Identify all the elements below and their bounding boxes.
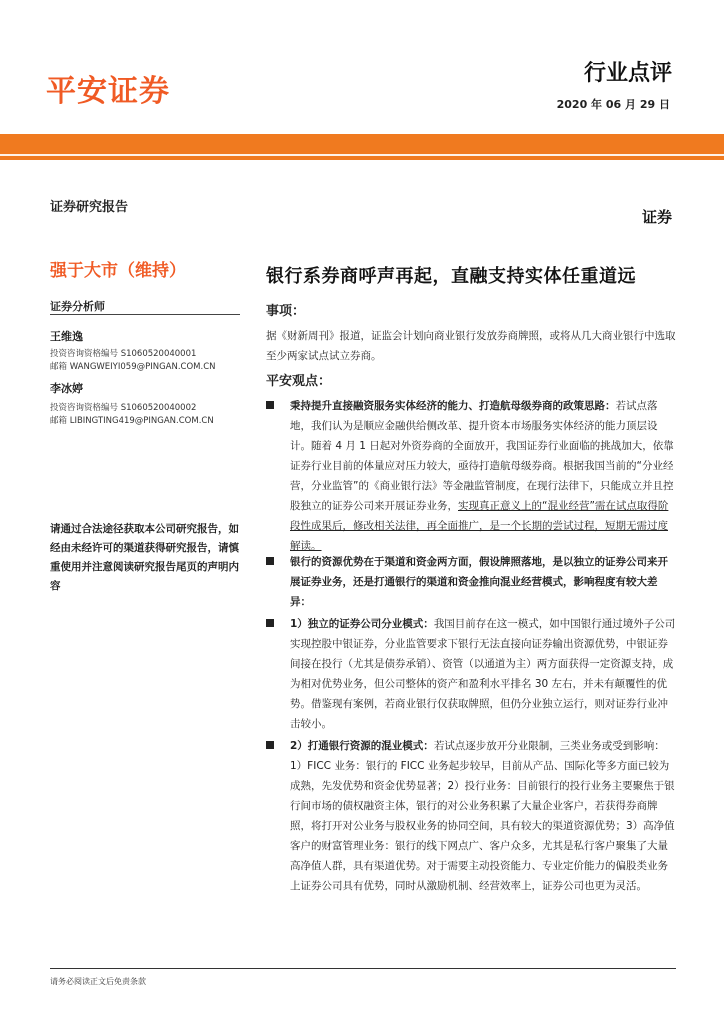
- event-text: 据《财新周刊》报道，证监会计划向商业银行发放券商牌照，或将从几大商业银行中选取至少两家试点试立券商。: [266, 330, 676, 362]
- analyst-cert: 投资咨询资格编号 S1060520040002: [50, 403, 197, 413]
- legal-notice: 请通过合法途径获取本公司研究报告，如经由未经许可的渠道获得研究报告，请慎重使用并注意阅读研究报告尾页的声明内容: [50, 523, 239, 592]
- sidebar: [50, 196, 240, 215]
- bullet-text: [290, 614, 676, 734]
- bullet-body: 若试点落地，我们认为是顺应金融供给侧改革、提升资本市场服务实体经济的能力顶层设计。随着 4 月 1 日起对外资券商的全面放开，我国证券行业面临的挑战加大，依靠证券行业目前的体量应对压力较大，亟待打造航母级券商。根据我国当前的“分业经营，分业监管”的《商业银行法》等金融监管制度，在现行法律下，只能成立并且控股独立的证券公司来开展证券业务，: [290, 400, 674, 512]
- bullet-lead: 银行的资源优势在于渠道和资金两方面，假设牌照落地，是以独立的证券公司来开展证券业务，还是打通银行的渠道和资金推向混业经营模式，影响程度有较大差异：: [290, 556, 668, 608]
- footer-disclaimer: 请务必阅读正文后免责条款: [50, 977, 146, 986]
- event-heading: 事项：: [266, 304, 306, 319]
- analyst-cert: 投资咨询资格编号 S1060520040001: [50, 349, 197, 359]
- bullet-text: [290, 552, 676, 612]
- report-title: 银行系券商呼声再起，直融支持实体任重道远: [266, 266, 636, 287]
- bullet-body: 我国目前存在这一模式，如中国银行通过境外子公司实现控股中银证券，分业监管要求下银行无法直接向证券输出资源优势，中银证券间接在投行（尤其是债券承销）、资管（以通道为主）两方面获得一定资源支持，成为相对优势业务，但公司整体的资产和盈利水平排名 30 左右，并未有颠覆性的优势。借鉴现有案例，若商业银行仅获取牌照，但仍分业独立运行，则对证券行业冲击较小。: [290, 618, 676, 730]
- bullet-square-icon: [266, 557, 274, 565]
- header-band: [0, 134, 724, 160]
- analyst-name: 王维逸: [50, 330, 83, 343]
- footer-divider: [50, 968, 676, 969]
- bullet-square-icon: [266, 401, 274, 409]
- band-line: [0, 154, 724, 156]
- bullet-lead: 秉持提升直接融资服务实体经济的能力、打造航母级券商的政策思路：: [290, 400, 616, 412]
- analyst-heading: 证券分析师: [50, 300, 105, 313]
- view-heading: 平安观点：: [266, 374, 332, 389]
- bullet-body: 若试点逐步放开分业限制，三类业务或受到影响：1）FICC 业务：银行的 FICC 业务起步较早，目前从产品、国际化等多方面已较为成熟，先发优势和资金优势显著；2）投行业务：目前银行的投行业务主要聚焦于银行间市场的债权融资主体，银行的对公业务积累了大量企业客户，若获得券商牌照，将打开对公业务与股权业务的协同空间，具有较大的渠道资源优势；3）高净值客户的财富管理业务：银行的线下网点广、客户众多，尤其是私行客户聚集了大量高净值人群，具有渠道优势。对于需要主动投资能力、专业定价能力的偏股类业务上证券公司具有优势，同时从激励机制、经营效率上，证券公司也更为灵活。: [290, 740, 675, 892]
- analyst-email: 邮箱 WANGWEIYI059@PINGAN.COM.CN: [50, 362, 216, 372]
- bullet-lead: 1）独立的证券公司分业模式：: [290, 618, 434, 630]
- analyst-name: 李冰婷: [50, 382, 83, 395]
- analyst-email: 邮箱 LIBINGTING419@PINGAN.COM.CN: [50, 416, 214, 426]
- report-type: 行业点评: [583, 61, 672, 86]
- bullet-square-icon: [266, 619, 274, 627]
- company-logo: 平安证券: [46, 74, 170, 109]
- sidebar-divider: [50, 314, 240, 315]
- bullet-text: [290, 736, 676, 896]
- report-category: 证券研究报告: [50, 200, 129, 215]
- bullet-underlined: 实现真正意义上的“混业经营”需在试点取得阶段性成果后，修改相关法律，再全面推广，是一个长期的尝试过程，短期无需过度解读。: [290, 500, 669, 552]
- bullet-lead: 2）打通银行资源的混业模式：: [290, 740, 434, 752]
- report-date: 2020 年 06 月 29 日: [556, 98, 670, 111]
- bullet-text: [290, 396, 676, 556]
- bullet-square-icon: [266, 741, 274, 749]
- industry-rating: 强于大市（维持）: [50, 261, 186, 281]
- industry-label: 证券: [641, 208, 672, 226]
